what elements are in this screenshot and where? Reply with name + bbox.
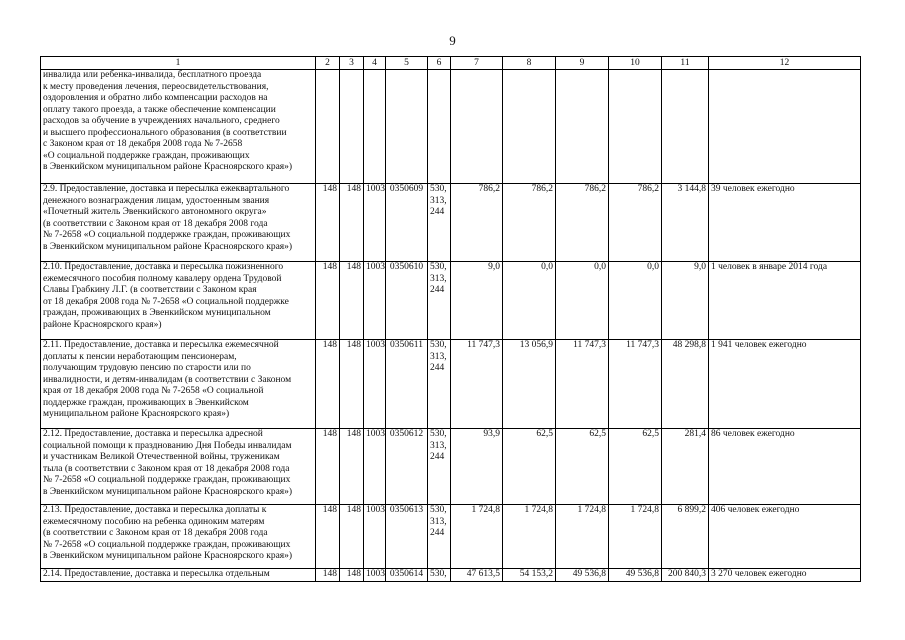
- measure-description: 2.9. Предоставление, доставка и пересылка ежеквартального денежного вознаграждения лицам, удостоенным звания «Почетный житель Эвенкийского автономного округа» (в соответствии с Законом края от 18 декабря 2008 года № 7-2658 «О социальной поддержке граждан, проживающих в Эвенкийском муниципальном районе Красноярского края»): [41, 184, 316, 262]
- code-cell: 1003: [364, 262, 386, 340]
- code-cell: 0350609: [386, 184, 428, 262]
- amount-cell: 6 899,2: [662, 505, 709, 569]
- column-header: 10: [609, 57, 662, 70]
- result-cell: 86 человек ежегодно: [709, 429, 861, 505]
- column-header: 7: [451, 57, 503, 70]
- amount-cell: [609, 70, 662, 184]
- result-cell: 406 человек ежегодно: [709, 505, 861, 569]
- column-header: 8: [503, 57, 556, 70]
- amount-cell: 200 840,3: [662, 569, 709, 582]
- code-cell: 148: [316, 184, 340, 262]
- table-row: [41, 505, 861, 569]
- column-header: 4: [364, 57, 386, 70]
- code-cell: 530, 313, 244: [428, 505, 451, 569]
- code-cell: [340, 70, 364, 184]
- result-cell: 1 человек в январе 2014 года: [709, 262, 861, 340]
- code-cell: 148: [340, 569, 364, 582]
- code-cell: 1003: [364, 184, 386, 262]
- column-header: 2: [316, 57, 340, 70]
- column-header: 12: [709, 57, 861, 70]
- amount-cell: 786,2: [556, 184, 609, 262]
- measure-description: 2.12. Предоставление, доставка и пересылка адресной социальной помощи к празднованию Дня Победы инвалидам и участникам Великой Отечественной войны, труженикам тыла (в соответствии с Законом края от 18 декабря 2008 года № 7-2658 «О социальной поддержке граждан, проживающих в Эвенкийском муниципальном районе Красноярского края»): [41, 429, 316, 505]
- amount-cell: 13 056,9: [503, 340, 556, 429]
- code-cell: 0350614: [386, 569, 428, 582]
- result-cell: 39 человек ежегодно: [709, 184, 861, 262]
- amount-cell: 1 724,8: [451, 505, 503, 569]
- amount-cell: 11 747,3: [451, 340, 503, 429]
- code-cell: 148: [316, 262, 340, 340]
- amount-cell: [662, 70, 709, 184]
- amount-cell: 48 298,8: [662, 340, 709, 429]
- code-cell: [364, 70, 386, 184]
- column-header: 11: [662, 57, 709, 70]
- budget-table: [40, 56, 861, 582]
- column-number-row: [41, 57, 861, 70]
- amount-cell: 62,5: [556, 429, 609, 505]
- amount-cell: 9,0: [662, 262, 709, 340]
- code-cell: [428, 70, 451, 184]
- code-cell: 0350610: [386, 262, 428, 340]
- table-row: [41, 429, 861, 505]
- code-cell: 148: [340, 340, 364, 429]
- amount-cell: 11 747,3: [609, 340, 662, 429]
- result-cell: 3 270 человек ежегодно: [709, 569, 861, 582]
- amount-cell: 0,0: [556, 262, 609, 340]
- column-header: 9: [556, 57, 609, 70]
- amount-cell: [451, 70, 503, 184]
- amount-cell: 1 724,8: [556, 505, 609, 569]
- code-cell: 530, 313, 244: [428, 429, 451, 505]
- code-cell: 148: [340, 505, 364, 569]
- amount-cell: 0,0: [503, 262, 556, 340]
- result-cell: [709, 70, 861, 184]
- code-cell: 148: [316, 569, 340, 582]
- code-cell: 1003: [364, 429, 386, 505]
- measure-description: 2.11. Предоставление, доставка и пересылка ежемесячной доплаты к пенсии неработающим пенсионерам, получающим трудовую пенсию по старости или по инвалидности, и детям-инвалидам (в соответствии с Законом края от 18 декабря 2008 года № 7-2658 «О социальной поддержке граждан, проживающих в Эвенкийском муниципальном районе Красноярского края»): [41, 340, 316, 429]
- column-header: 5: [386, 57, 428, 70]
- measure-description: 2.13. Предоставление, доставка и пересылка доплаты к ежемесячному пособию на ребенка одиноким матерям (в соответствии с Законом края от 18 декабря 2008 года № 7-2658 «О социальной поддержке граждан, проживающих в Эвенкийском муниципальном районе Красноярского края»): [41, 505, 316, 569]
- code-cell: 0350613: [386, 505, 428, 569]
- page-number: 9: [449, 33, 456, 48]
- table-row: [41, 70, 861, 184]
- amount-cell: 49 536,8: [556, 569, 609, 582]
- code-cell: 148: [340, 262, 364, 340]
- code-cell: 148: [340, 429, 364, 505]
- amount-cell: 62,5: [503, 429, 556, 505]
- amount-cell: [556, 70, 609, 184]
- code-cell: 1003: [364, 569, 386, 582]
- column-header: 3: [340, 57, 364, 70]
- amount-cell: 62,5: [609, 429, 662, 505]
- measure-description: 2.14. Предоставление, доставка и пересылка отдельным: [41, 569, 316, 582]
- table-row: [41, 569, 861, 582]
- amount-cell: 11 747,3: [556, 340, 609, 429]
- table-row: [41, 262, 861, 340]
- amount-cell: 1 724,8: [609, 505, 662, 569]
- amount-cell: 281,4: [662, 429, 709, 505]
- code-cell: 0350612: [386, 429, 428, 505]
- amount-cell: 1 724,8: [503, 505, 556, 569]
- amount-cell: 786,2: [503, 184, 556, 262]
- amount-cell: 3 144,8: [662, 184, 709, 262]
- code-cell: 1003: [364, 505, 386, 569]
- code-cell: [316, 70, 340, 184]
- amount-cell: 786,2: [451, 184, 503, 262]
- code-cell: 0350611: [386, 340, 428, 429]
- code-cell: 530, 313, 244: [428, 262, 451, 340]
- amount-cell: [503, 70, 556, 184]
- table-row: [41, 184, 861, 262]
- column-header: 1: [41, 57, 316, 70]
- code-cell: 530, 313, 244: [428, 340, 451, 429]
- result-cell: 1 941 человек ежегодно: [709, 340, 861, 429]
- code-cell: 530, 313, 244: [428, 184, 451, 262]
- amount-cell: 786,2: [609, 184, 662, 262]
- code-cell: 148: [340, 184, 364, 262]
- table-row: [41, 340, 861, 429]
- code-cell: 148: [316, 340, 340, 429]
- amount-cell: 54 153,2: [503, 569, 556, 582]
- code-cell: 148: [316, 505, 340, 569]
- code-cell: [386, 70, 428, 184]
- code-cell: 1003: [364, 340, 386, 429]
- measure-description: инвалида или ребенка-инвалида, бесплатного проезда к месту проведения лечения, переосвидетельствования, оздоровления и обратно либо компенсации расходов на оплату такого проезда, а также обеспечение компенсации расходов за обучение в учреждениях начального, среднего и высшего профессионального образования (в соответствии с Законом края от 18 декабря 2008 года № 7-2658 «О социальной поддержке граждан, проживающих в Эвенкийском муниципальном районе Красноярского края»): [41, 70, 316, 184]
- amount-cell: 0,0: [609, 262, 662, 340]
- column-header: 6: [428, 57, 451, 70]
- amount-cell: 9,0: [451, 262, 503, 340]
- amount-cell: 49 536,8: [609, 569, 662, 582]
- measure-description: 2.10. Предоставление, доставка и пересылка пожизненного ежемесячного пособия полному кавалеру ордена Трудовой Славы Грабкину Л.Г. (в соответствии с Законом края от 18 декабря 2008 года № 7-2658 «О социальной поддержке граждан, проживающих в Эвенкийском муниципальном районе Красноярского края»): [41, 262, 316, 340]
- amount-cell: 93,9: [451, 429, 503, 505]
- code-cell: 530,: [428, 569, 451, 582]
- code-cell: 148: [316, 429, 340, 505]
- amount-cell: 47 613,5: [451, 569, 503, 582]
